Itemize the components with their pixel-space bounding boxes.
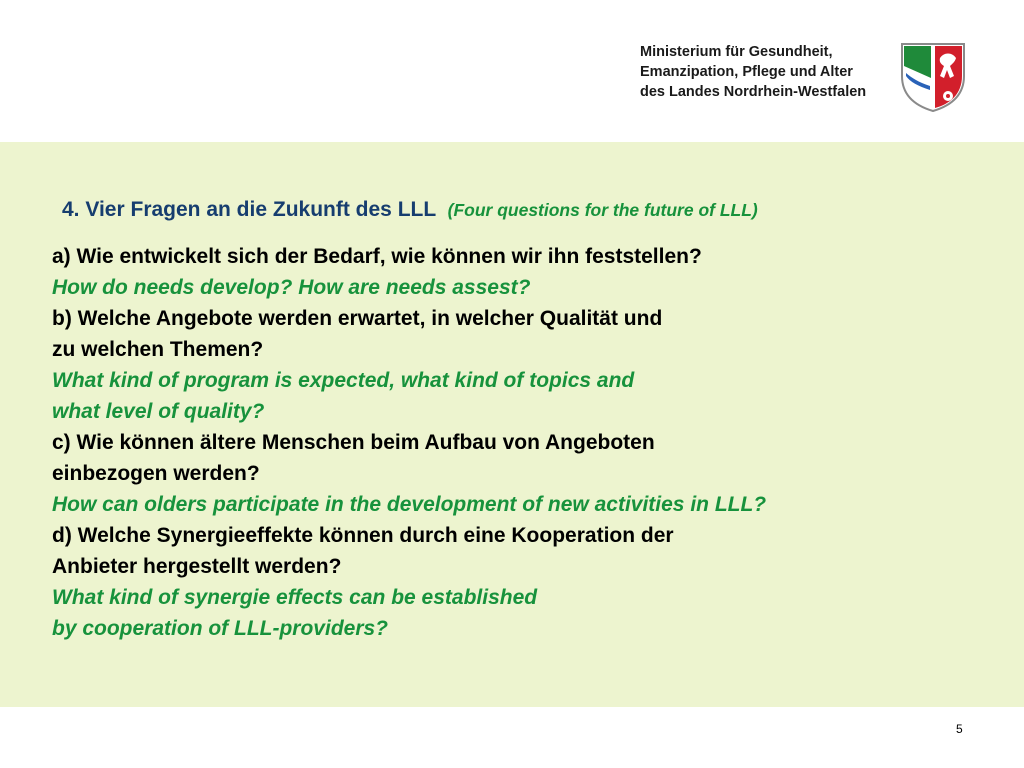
question-line-en: What kind of synergie effects can be established <box>52 586 538 609</box>
question-line-en: what level of quality? <box>52 400 265 423</box>
ministry-line: Emanzipation, Pflege und Alter <box>640 64 853 80</box>
question-line-en: How can olders participate in the development of new activities in LLL? <box>52 493 767 516</box>
question-line-de: a) Wie entwickelt sich der Bedarf, wie können wir ihn feststellen? <box>52 245 702 268</box>
question-list <box>52 241 992 644</box>
ministry-name <box>640 42 890 102</box>
slide-title-de: 4. Vier Fragen an die Zukunft des LLL <box>62 198 436 221</box>
question-line-de: Anbieter hergestellt werden? <box>52 555 342 578</box>
header <box>0 0 1024 142</box>
question-line-de: einbezogen werden? <box>52 462 260 485</box>
slide-title <box>62 198 758 222</box>
question-line-de: zu welchen Themen? <box>52 338 264 361</box>
question-line-de: b) Welche Angebote werden erwartet, in welcher Qualität und <box>52 307 663 330</box>
slide-title-en: (Four questions for the future of LLL) <box>447 200 758 220</box>
question-line-de: d) Welche Synergieeffekte können durch eine Kooperation der <box>52 524 674 547</box>
ministry-line: Ministerium für Gesundheit, <box>640 44 833 60</box>
nrw-coat-of-arms-icon <box>900 42 966 112</box>
page-number: 5 <box>956 722 963 736</box>
ministry-line: des Landes Nordrhein-Westfalen <box>640 84 867 100</box>
question-line-en: How do needs develop? How are needs assest? <box>52 276 531 299</box>
question-line-de: c) Wie können ältere Menschen beim Aufbau von Angeboten <box>52 431 655 454</box>
question-line-en: What kind of program is expected, what kind of topics and <box>52 369 635 392</box>
question-line-en: by cooperation of LLL-providers? <box>52 617 389 640</box>
